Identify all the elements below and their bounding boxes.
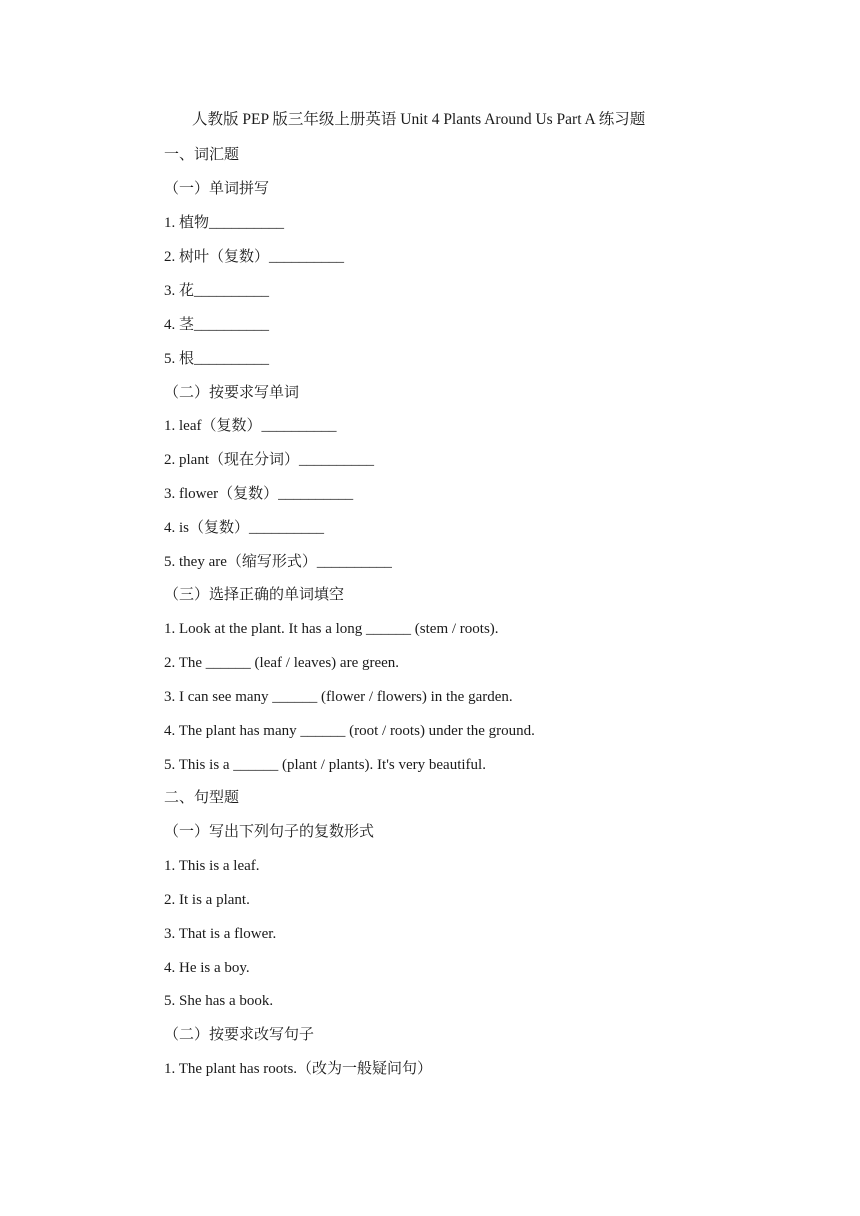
exercise-item: 2. It is a plant. — [164, 892, 250, 908]
section-heading-vocabulary: 一、词汇题 — [164, 147, 240, 163]
exercise-item: 5. 根__________ — [164, 351, 270, 367]
subsection-heading-spelling: （一）单词拼写 — [164, 181, 270, 197]
exercise-item: 4. He is a boy. — [164, 960, 250, 976]
section-heading-sentences: 二、句型题 — [164, 790, 240, 806]
exercise-item: 5. She has a book. — [164, 993, 274, 1009]
exercise-item: 1. Look at the plant. It has a long ______ (stem / roots). — [164, 621, 499, 637]
exercise-item: 1. This is a leaf. — [164, 858, 260, 874]
exercise-item: 3. 花__________ — [164, 283, 270, 299]
exercise-item: 3. I can see many ______ (flower / flowers) in the garden. — [164, 689, 513, 705]
exercise-item: 1. 植物__________ — [164, 215, 285, 231]
exercise-item: 3. That is a flower. — [164, 926, 277, 942]
exercise-item: 4. 茎__________ — [164, 317, 270, 333]
exercise-item: 4. The plant has many ______ (root / roots) under the ground. — [164, 723, 535, 739]
exercise-item: 5. they are（缩写形式）__________ — [164, 554, 392, 570]
subsection-heading-fill-blank: （三）选择正确的单词填空 — [164, 587, 345, 603]
subsection-heading-word-forms: （二）按要求写单词 — [164, 385, 300, 401]
exercise-item: 1. The plant has roots.（改为一般疑问句） — [164, 1061, 433, 1077]
subsection-heading-plural-sentences: （一）写出下列句子的复数形式 — [164, 824, 375, 840]
exercise-item: 2. 树叶（复数）__________ — [164, 249, 345, 265]
exercise-item: 3. flower（复数）__________ — [164, 486, 354, 502]
exercise-item: 4. is（复数）__________ — [164, 520, 325, 536]
document-title: 人教版 PEP 版三年级上册英语 Unit 4 Plants Around Us Part A 练习题 — [192, 111, 646, 128]
subsection-heading-rewrite: （二）按要求改写句子 — [164, 1027, 315, 1043]
exercise-item: 2. plant（现在分词）__________ — [164, 452, 374, 468]
exercise-item: 5. This is a ______ (plant / plants). It's very beautiful. — [164, 757, 486, 773]
exercise-item: 2. The ______ (leaf / leaves) are green. — [164, 655, 400, 671]
exercise-item: 1. leaf（复数）__________ — [164, 418, 337, 434]
